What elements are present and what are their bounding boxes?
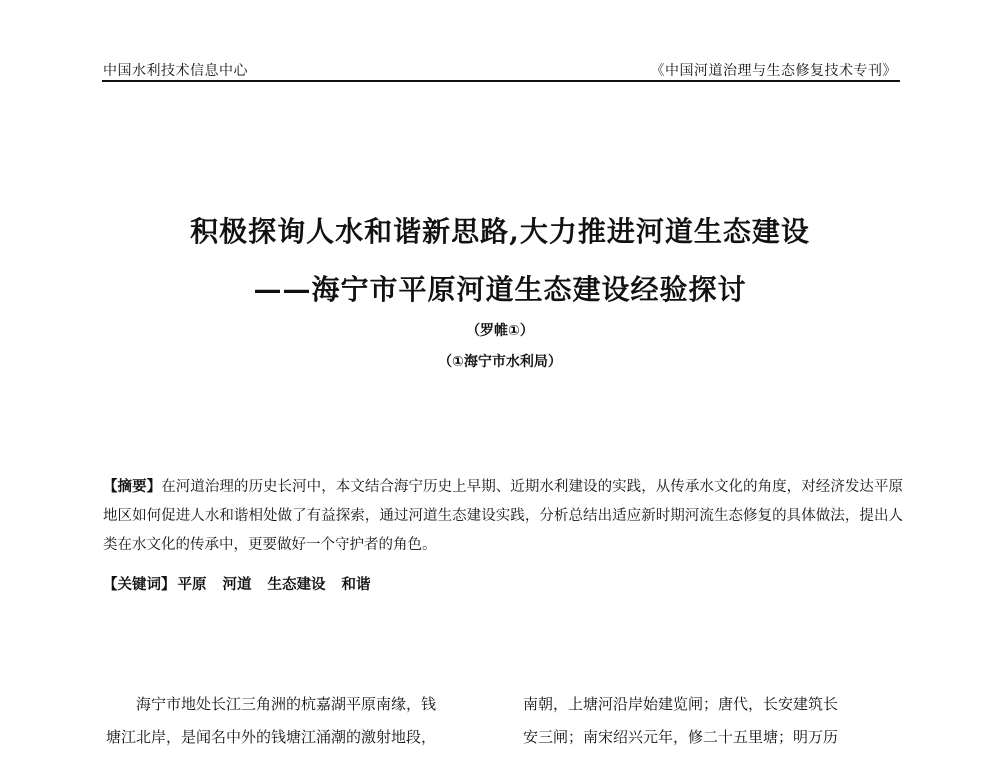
keyword: 河道 — [222, 577, 252, 593]
abstract — [103, 473, 903, 560]
header-divider — [102, 80, 900, 82]
keywords-label: 【关键词】 — [103, 577, 176, 593]
keywords — [103, 573, 387, 594]
body-line: 安三闸；南宋绍兴元年，修二十五里塘；明万历 — [523, 728, 839, 746]
article-title-line-2: ——海宁市平原河道生态建设经验探讨 — [253, 273, 747, 306]
journal-source: 中国水利技术信息中心 — [103, 63, 248, 79]
body-line: 塘江北岸，是闻名中外的钱塘江涌潮的激射地段， — [106, 728, 437, 746]
keyword: 和谐 — [341, 577, 371, 593]
body-column-right — [523, 688, 905, 754]
abstract-label: 【摘要】 — [103, 479, 162, 495]
author: （罗帷①） — [466, 323, 534, 339]
body-column-left — [106, 688, 488, 754]
abstract-text: 在河道治理的历史长河中，本文结合海宁历史上早期、近期水利建设的实践，从传承水文化的角度，对经济发达平原地区如何促进人水和谐相处做了有益探索，通过河道生态建设实践，分析总结出适应新时期河流生态修复的具体做法，提出人类在水文化的传承中，更要做好一个守护者的角色。 — [103, 479, 903, 553]
affiliation: （①海宁市水利局） — [438, 354, 562, 370]
body-line: 海宁市地处长江三角洲的杭嘉湖平原南缘，钱 — [136, 695, 437, 713]
keyword: 生态建设 — [267, 577, 326, 593]
article-title-line-1: 积极探询人水和谐新思路,大力推进河道生态建设 — [190, 215, 810, 248]
keyword: 平原 — [177, 577, 207, 593]
body-line: 南朝，上塘河沿岸始建览闸；唐代，长安建筑长 — [523, 695, 839, 713]
journal-title: 《中国河道治理与生态修复技术专刊》 — [650, 63, 897, 79]
